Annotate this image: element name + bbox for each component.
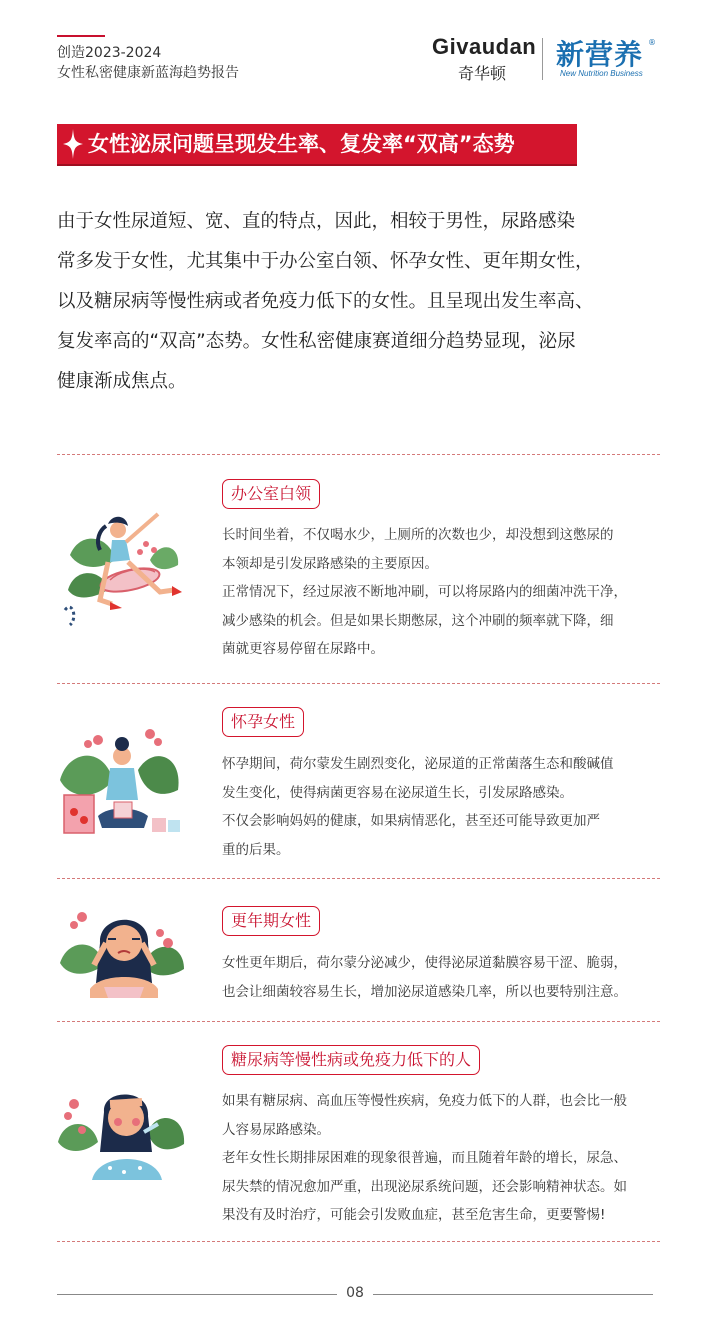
text-line: 不仅会影响妈妈的健康，如果病情恶化，甚至还可能导致更加严 — [222, 813, 600, 829]
category-text-pregnant — [222, 750, 614, 864]
menopause-woman-illustration — [60, 903, 188, 998]
new-nutrition-logo-cn: 新营养 — [556, 38, 644, 71]
intro-line: 复发率高的“双高”态势。女性私密健康赛道细分趋势显现，泌尿 — [57, 331, 576, 352]
office-worker-illustration — [60, 500, 190, 640]
text-line: 如果有糖尿病、高血压等慢性疾病，免疫力低下的人群，也会比一般 — [222, 1093, 627, 1109]
givaudan-logo-text: Givaudan — [432, 34, 537, 59]
category-text-chronic — [222, 1087, 627, 1230]
section-title: 女性泌尿问题呈现发生率、复发率“双高”态势 — [88, 132, 515, 156]
text-line: 也会让细菌较容易生长，增加泌尿道感染几率，所以也要特别注意。 — [222, 983, 627, 1000]
dashed-divider — [57, 878, 660, 879]
category-tag-chronic: 糖尿病等慢性病或免疫力低下的人 — [222, 1045, 480, 1075]
dashed-divider — [57, 1021, 660, 1022]
new-nutrition-logo-en: New Nutrition Business — [560, 69, 643, 78]
intro-paragraph — [57, 202, 667, 402]
text-line: 尿失禁的情况愈加严重，出现泌尿系统问题，还会影响精神状态。如 — [222, 1178, 627, 1195]
text-line: 长时间坐着，不仅喝水少，上厕所的次数也少，却没想到这憋尿的 — [222, 527, 614, 543]
text-line: 重的后果。 — [222, 841, 290, 858]
dashed-divider — [57, 683, 660, 684]
text-line: 发生变化，使得病菌更容易在泌尿道生长，引发尿路感染。 — [222, 784, 573, 801]
text-line: 菌就更容易停留在尿路中。 — [222, 641, 384, 657]
text-line: 人容易尿路感染。 — [222, 1121, 330, 1138]
text-line: 怀孕期间，荷尔蒙发生剧烈变化，泌尿道的正常菌落生态和酸碱值 — [222, 756, 614, 772]
dashed-divider — [57, 1241, 660, 1242]
intro-line: 由于女性尿道短、宽、直的特点，因此，相较于男性，尿路感染 — [57, 211, 576, 232]
intro-line: 以及糖尿病等慢性病或者免疫力低下的女性。且呈现出发生率高、 — [57, 291, 594, 312]
chronic-illness-woman-illustration — [58, 1082, 188, 1180]
dashed-divider — [57, 454, 660, 455]
section-title-shadow — [57, 164, 577, 166]
report-title: 女性私密健康新蓝海趋势报告 — [57, 65, 239, 81]
category-text-office — [222, 521, 627, 664]
text-line: 本领却是引发尿路感染的主要原因。 — [222, 555, 438, 572]
page-number: 08 — [346, 1285, 364, 1301]
category-tag-menopause: 更年期女性 — [222, 906, 320, 936]
intro-line: 健康渐成焦点。 — [57, 371, 187, 392]
category-tag-pregnant: 怀孕女性 — [222, 707, 304, 737]
registered-mark: ® — [648, 38, 656, 47]
category-tag-office: 办公室白领 — [222, 479, 320, 509]
text-line: 果没有及时治疗，可能会引发败血症，甚至危害生命，更要警惕! — [222, 1207, 606, 1223]
footer-line-left — [57, 1294, 337, 1295]
text-line: 正常情况下，经过尿液不断地冲刷，可以将尿路内的细菌冲洗干净， — [222, 584, 627, 600]
pregnant-woman-illustration — [58, 720, 188, 845]
footer-line-right — [373, 1294, 653, 1295]
category-text-menopause — [222, 949, 627, 1006]
header-accent-line — [57, 35, 105, 37]
intro-line: 常多发于女性，尤其集中于办公室白领、怀孕女性、更年期女性， — [57, 251, 594, 272]
text-line: 老年女性长期排尿困难的现象很普遍，而且随着年龄的增长，尿急、 — [222, 1150, 627, 1166]
report-year: 创造2023-2024 — [57, 45, 162, 61]
logo-divider — [542, 38, 543, 80]
sparkle-icon — [62, 127, 84, 161]
givaudan-logo-cn: 奇华顿 — [458, 64, 507, 83]
text-line: 减少感染的机会。但是如果长期憋尿，这个冲刷的频率就下降，细 — [222, 612, 614, 629]
text-line: 女性更年期后，荷尔蒙分泌减少，使得泌尿道黏膜容易干涩、脆弱， — [222, 955, 627, 971]
